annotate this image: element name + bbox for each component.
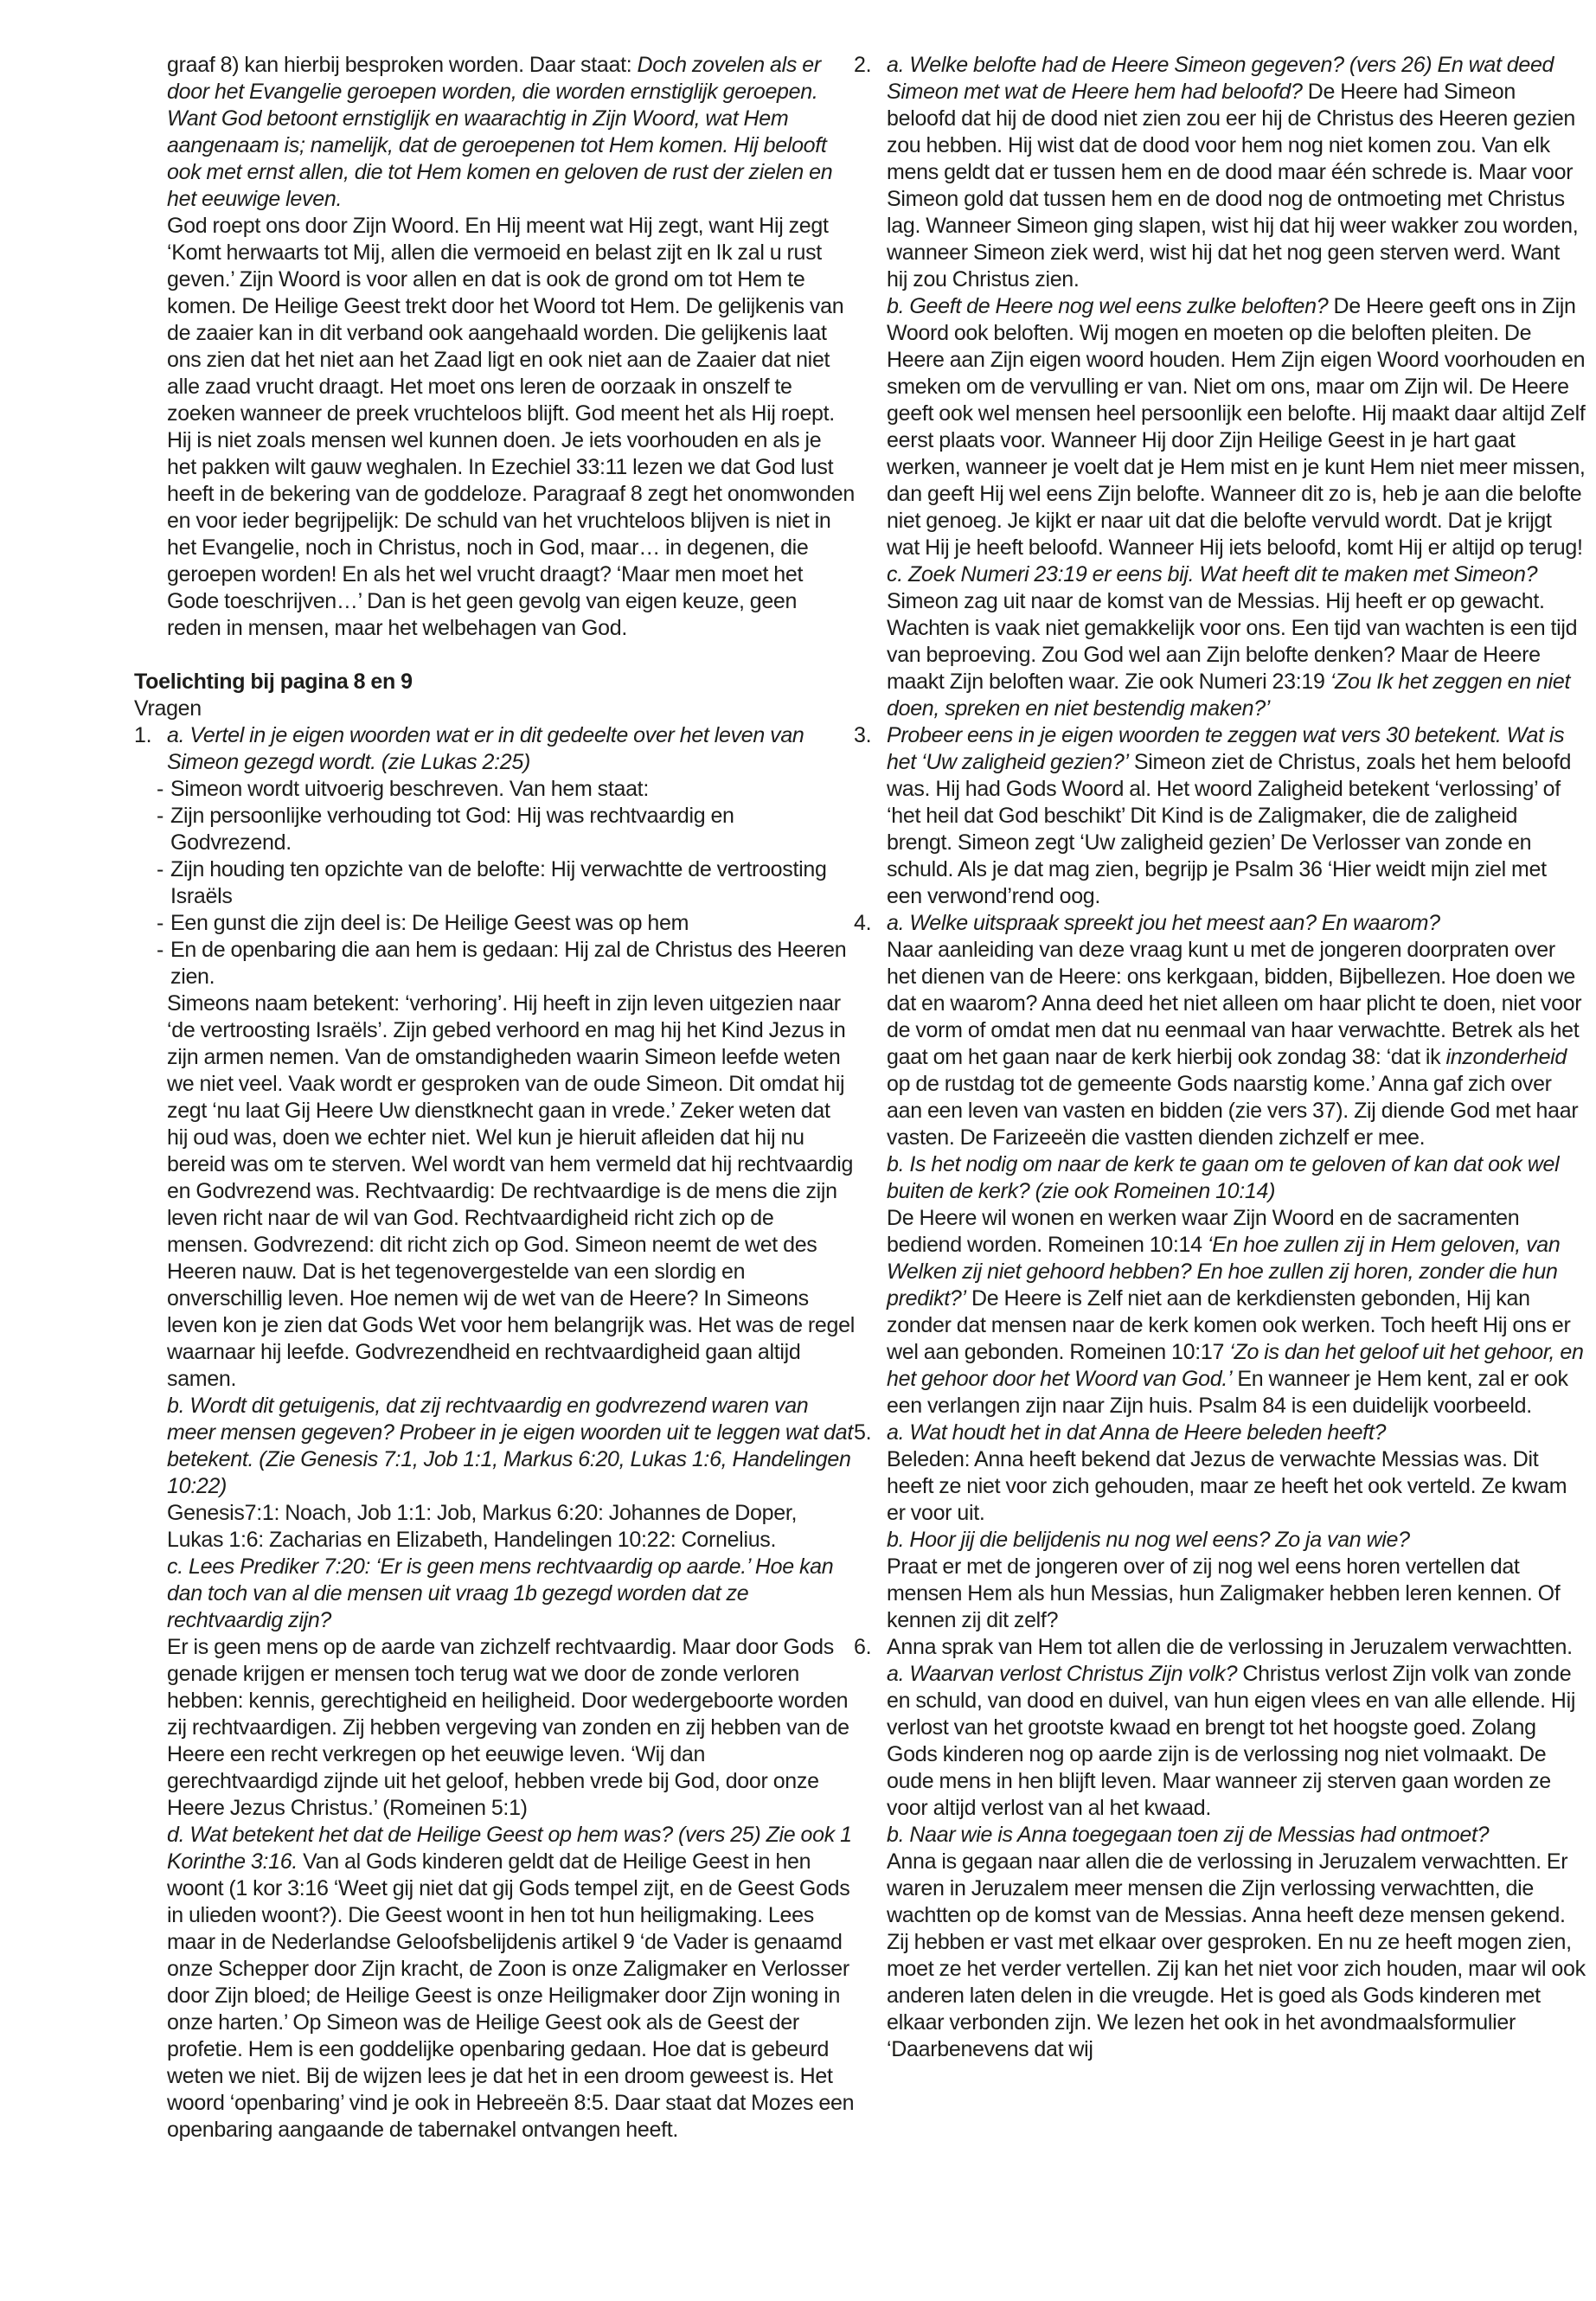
body-text: De Heere had Simeon beloofd dat hij de dood niet zien zou eer hij de Christus des Heeren gezien zou hebben. Hij wist dat de dood voor hem nog niet komen zou. Van elk mens geldt dat er tussen hem en de dood maar één schrede is. Maar voor Simeon gold dat tussen hem en de dood nog de ontmoeting met Christus lag. Wanneer Simeon ging slapen, wist hij dat hij weer wakker zou worden, wanneer Simeon ziek werd, wist hij dat het nog geen sterven werd. Want hij zou Christus zien. bbox=[887, 80, 1579, 292]
paragraph bbox=[887, 1634, 1586, 1661]
paragraph bbox=[887, 1849, 1586, 2063]
item-content bbox=[887, 52, 1586, 722]
body-text: Christus verlost Zijn volk van zonde en schuld, van dood en duivel, van hun eigen vlees en van alle ellende. Hij verlost van het grootste kwaad en brengt tot het hoogste goed. Zolang Gods kinderen nog op aarde zijn is de verlossing nog niet volmaakt. De oude mens in hen blijft leven. Maar wanneer zij sterven gaan worden ze voor altijd verlost van al het kwaad. bbox=[887, 1662, 1576, 1820]
body-text: En wanneer je Hem kent, zal er ook een verlangen zijn naar Zijn huis. Psalm 84 is een duidelijk voorbeeld. bbox=[887, 1367, 1568, 1418]
paragraph bbox=[887, 1151, 1586, 1205]
body-text: Praat er met de jongeren over of zij nog wel eens horen vertellen dat mensen Hem als hun Messias, hun Zaligmaker hebben leren kennen. Of kennen zij dit zelf? bbox=[887, 1554, 1561, 1632]
item-content bbox=[887, 910, 1586, 1420]
bullet-item bbox=[157, 910, 855, 937]
bullet-item bbox=[157, 937, 855, 990]
bullet-text: Zijn houding ten opzichte van de belofte: Hij verwachtte de vertroosting Israëls bbox=[170, 857, 827, 908]
body-text: Genesis7:1: Noach, Job 1:1: Job, Markus 6:20: Johannes de Doper, Lukas 1:6: Zacharias en Elizabeth, Handelingen 10:22: Cornelius. bbox=[167, 1501, 798, 1552]
italic-text: a. Welke uitspraak spreekt jou het meest aan? En waarom? bbox=[887, 911, 1440, 935]
item-number: 5. bbox=[854, 1420, 872, 1445]
paragraph bbox=[167, 1634, 855, 1822]
body-text: Simeon ziet de Christus, zoals het hem beloofd was. Hij had Gods Woord al. Het woord Zaligheid betekent ‘verlossing’ of ‘het heil dat God beschikt’ Dit Kind is de Zaligmaker, die de zaligheid brengt. Simeon zegt ‘Uw zaligheid gezien’ De Verlosser van zonde en schuld. Als je dat mag zien, begrijp je Psalm 36 ‘Hier weidt mijn ziel met een verwond’rend oog. bbox=[887, 750, 1572, 908]
paragraph bbox=[887, 561, 1586, 722]
body-text: Anna is gegaan naar allen die de verlossing in Jeruzalem verwachtten. Er waren in Jeruzalem meer mensen die Zijn verlossing verwachtten, die wachtten op de komst van de Messias. Anna heeft deze mensen gekend. Zij hebben er vast met elkaar over gesproken. En nu ze heeft mogen zien, moet ze het verder vertellen. Zij kan het niet voor zich houden, maar wil ook anderen laten delen in die vreugde. Het is goed als Gods kinderen met elkaar verbonden zijn. We lezen het ook in het avondmaalsformulier ‘Daarbenevens dat wij bbox=[887, 1849, 1586, 2061]
paragraph bbox=[167, 1393, 855, 1500]
section-heading: Toelichting bij pagina 8 en 9 bbox=[134, 670, 413, 694]
paragraph bbox=[887, 910, 1586, 937]
item-content bbox=[887, 1420, 1586, 1634]
paragraph bbox=[167, 722, 855, 776]
italic-text: b. Is het nodig om naar de kerk te gaan om te geloven of kan dat ook wel buiten de kerk? (zie ook Romeinen 10:14) bbox=[887, 1152, 1560, 1203]
question-item-6 bbox=[854, 1634, 1586, 2063]
body-text: Er is geen mens op de aarde van zichzelf rechtvaardig. Maar door Gods genade krijgen er mensen toch terug wat we door de zonde verloren hebben: kennis, gerechtigheid en heiligheid. Door wedergeboorte worden zij rechtvaardigen. Zij hebben vergeving van zonden en zij hebben van de Heere een recht verkregen op het eeuwige leven. ‘Wij dan gerechtvaardigd zijnde uit het geloof, hebben vrede bij God, door onze Heere Jezus Christus.’ (Romeinen 5:1) bbox=[167, 1635, 849, 1820]
item-number: 4. bbox=[854, 911, 872, 935]
italic-text: inzonderheid bbox=[1445, 1045, 1567, 1069]
bullet-dash-icon: - bbox=[157, 911, 164, 935]
bullet-dash-icon: - bbox=[157, 938, 164, 962]
item-number: 6. bbox=[854, 1635, 872, 1659]
question-item-4 bbox=[854, 910, 1586, 1420]
italic-text: a. Waarvan verlost Christus Zijn volk? bbox=[887, 1662, 1238, 1686]
paragraph bbox=[887, 937, 1586, 1151]
paragraph bbox=[887, 1205, 1586, 1420]
bullet-dash-icon: - bbox=[157, 777, 164, 801]
item-number: 3. bbox=[854, 723, 872, 747]
item-content bbox=[887, 722, 1586, 910]
paragraph bbox=[167, 1500, 855, 1554]
italic-text: Doch zovelen als er door het Evangelie geroepen worden, die worden ernstiglijk geroepen. Want God betoont ernstiglijk en waarachtig in Zijn Woord, wat Hem aangenaam is; namelijk, dat de geroepenen tot Hem komen. Hij belooft ook met ernst allen, die tot Hem komen en geloven de rust der zielen en het eeuwige leven. bbox=[167, 53, 833, 211]
body-text: De Heere wil wonen en werken waar Zijn Woord en de sacramenten bediend worden. Romeinen 10:14 bbox=[887, 1206, 1520, 1257]
italic-text: ‘Zo is dan het geloof uit het gehoor, en het gehoor door het Woord van God.’ bbox=[887, 1340, 1584, 1391]
question-item-3 bbox=[854, 722, 1586, 910]
bullet-text: En de openbaring die aan hem is gedaan: Hij zal de Christus des Heeren zien. bbox=[170, 938, 847, 989]
paragraph bbox=[167, 1822, 855, 2144]
bullet-text: Zijn persoonlijke verhouding tot God: Hij was rechtvaardig en Godvrezend. bbox=[170, 804, 734, 855]
right-column bbox=[854, 52, 1586, 2063]
italic-text: b. Wordt dit getuigenis, dat zij rechtvaardig en godvrezend waren van meer mensen gegeven? Probeer in je eigen woorden uit te leggen wat dat betekent. (Zie Genesis 7:1, Job 1:1, Markus 6:20, Lukas 1:6, Handelingen 10:22) bbox=[167, 1394, 853, 1498]
italic-text: b. Geeft de Heere nog wel eens zulke beloften? bbox=[887, 294, 1329, 318]
bullet-item bbox=[157, 856, 855, 910]
paragraph bbox=[167, 990, 855, 1393]
paragraph bbox=[887, 52, 1586, 293]
question-item-5 bbox=[854, 1420, 1586, 1634]
paragraph bbox=[134, 52, 855, 213]
bullet-list bbox=[157, 776, 855, 990]
bullet-text: Simeon wordt uitvoerig beschreven. Van hem staat: bbox=[170, 777, 649, 801]
paragraph bbox=[134, 695, 855, 722]
bullet-dash-icon: - bbox=[157, 857, 164, 881]
body-text: Vragen bbox=[134, 696, 202, 721]
italic-text: Probeer eens in je eigen woorden te zeggen wat vers 30 betekent. Wat is het ‘Uw zaligheid gezien?’ bbox=[887, 723, 1565, 774]
body-text: De Heere is Zelf niet aan de kerkdiensten gebonden, Hij kan zonder dat mensen naar de kerk komen ook werken. Toch heeft Hij ons er wel aan gebonden. Romeinen 10:17 bbox=[887, 1286, 1571, 1364]
paragraph bbox=[887, 1822, 1586, 1849]
body-text: De Heere geeft ons in Zijn Woord ook beloften. Wij mogen en moeten op die beloften pleiten. De Heere aan Zijn eigen woord houden. Hem Zijn eigen Woord voorhouden en smeken om de vervulling er van. Niet om ons, maar om Zijn wil. De Heere geeft ook wel mensen heel persoonlijk een belofte. Hij maakt daar altijd Zelf eerst plaats voor. Wanneer Hij door Zijn Heilige Geest in je hart gaat werken, wanneer je voelt dat je Hem mist en je kunt Hem niet meer missen, dan geeft Hij wel eens Zijn belofte. Wanneer dit zo is, heb je aan die belofte niet genoeg. Je kijkt er naar uit dat die belofte vervuld wordt. Dat je krijgt wat Hij je heeft beloofd. Wanneer Hij iets beloofd, komt Hij er altijd op terug! bbox=[887, 294, 1586, 560]
italic-text: ‘En hoe zullen zij in Hem geloven, van Welken zij niet gehoord hebben? En hoe zullen zij horen, zonder die hun predikt?’ bbox=[887, 1233, 1561, 1311]
body-text: graaf 8) kan hierbij besproken worden. Daar staat: bbox=[167, 53, 638, 77]
italic-text: c. Zoek Numeri 23:19 er eens bij. Wat heeft dit te maken met Simeon? bbox=[887, 562, 1538, 586]
body-text: Simeon zag uit naar de komst van de Messias. Hij heeft er op gewacht. Wachten is vaak niet gemakkelijk voor ons. Een tijd van wachten is een tijd van beproeving. Zou God wel aan Zijn belofte denken? Maar de Heere maakt Zijn beloften waar. Zie ook Numeri 23:19 bbox=[887, 589, 1578, 694]
body-text: Simeons naam betekent: ‘verhoring’. Hij heeft in zijn leven uitgezien naar ‘de vertroosting Israëls’. Zijn gebed verhoord en mag hij het Kind Jezus in zijn armen nemen. Van de omstandigheden waarin Simeon leefde weten we niet veel. Vaak wordt er gesproken van de oude Simeon. Dit omdat hij zegt ‘nu laat Gij Heere Uw dienstknecht gaan in vrede.’ Zeker weten dat hij oud was, doen we echter niet. Wel kun je hieruit afleiden dat hij nu bereid was om te sterven. Wel wordt van hem vermeld dat hij rechtvaardig en Godvrezend was. Rechtvaardig: De rechtvaardige is de mens die zijn leven richt naar de wil van God. Rechtvaardigheid richt zich op de mensen. Godvrezend: dit richt zich op God. Simeon neemt de wet des Heeren nauw. Dat is het tegenovergestelde van een slordig en onverschillig leven. Hoe nemen wij de wet van de Heere? In Simeons leven kon je zien dat Gods Wet voor hem belangrijk was. Het was de regel waarnaar hij leefde. Godvrezendheid en rechtvaardigheid gaan altijd samen. bbox=[167, 991, 855, 1391]
italic-text: a. Welke belofte had de Heere Simeon gegeven? (vers 26) En wat deed Simeon met wat de Heere hem had beloofd? bbox=[887, 53, 1554, 104]
paragraph bbox=[134, 213, 855, 642]
left-column bbox=[134, 52, 855, 2144]
bullet-item bbox=[157, 803, 855, 856]
italic-text: a. Vertel in je eigen woorden wat er in dit gedeelte over het leven van Simeon gezegd wordt. (zie Lukas 2:25) bbox=[167, 723, 804, 774]
italic-text: b. Hoor jij die belijdenis nu nog wel eens? Zo ja van wie? bbox=[887, 1528, 1410, 1552]
body-text: Anna sprak van Hem tot allen die de verlossing in Jeruzalem verwachtten. bbox=[887, 1635, 1573, 1659]
bullet-dash-icon: - bbox=[157, 804, 164, 828]
italic-text: d. Wat betekent het dat de Heilige Geest op hem was? (vers 25) Zie ook 1 Korinthe 3:16. bbox=[167, 1823, 852, 1874]
paragraph bbox=[167, 1554, 855, 1634]
body-text: God roept ons door Zijn Woord. En Hij meent wat Hij zegt, want Hij zegt ‘Komt herwaarts tot Mij, allen die vermoeid en belast zijt en Ik zal u rust geven.’ Zijn Woord is voor allen en dat is ook de grond om tot Hem te komen. De Heilige Geest trekt door het Woord tot Hem. De gelijkenis van de zaaier kan in dit verband ook aangehaald worden. Die gelijkenis laat ons zien dat het niet aan het Zaad ligt en ook niet aan de Zaaier dat niet alle zaad vrucht draagt. Het moet ons leren de oorzaak in onszelf te zoeken wanneer de preek vruchteloos blijft. God meent het als Hij roept. Hij is niet zoals mensen wel kunnen doen. Je iets voorhouden en als je het pakken wilt gauw weghalen. In Ezechiel 33:11 lezen we dat God lust heeft in de bekering van de goddeloze. Paragraaf 8 zegt het onomwonden en voor ieder begrijpelijk: De schuld van het vruchteloos blijven is niet in het Evangelie, noch in Christus, noch in God, maar… in degenen, die geroepen worden! En als het wel vrucht draagt? ‘Maar men moet het Gode toeschrijven…’ Dan is het geen gevolg van eigen keuze, geen reden in mensen, maar het welbehagen van God. bbox=[167, 214, 855, 640]
item-number: 1. bbox=[134, 723, 152, 747]
item-number: 2. bbox=[854, 53, 872, 77]
paragraph bbox=[887, 1527, 1586, 1554]
item-content bbox=[887, 1634, 1586, 2063]
question-item-2 bbox=[854, 52, 1586, 722]
italic-text: ‘Zou Ik het zeggen en niet doen, spreken en niet bestendig maken?’ bbox=[887, 670, 1571, 721]
italic-text: c. Lees Prediker 7:20: ‘Er is geen mens rechtvaardig op aarde.’ Hoe kan dan toch van al die mensen uit vraag 1b gezegd worden dat ze rechtvaardig zijn? bbox=[167, 1554, 834, 1632]
bullet-item bbox=[157, 776, 855, 803]
body-text: op de rustdag tot de gemeente Gods naarstig kome.’ Anna gaf zich over aan een leven van vasten en bidden (zie vers 37). Zij diende God met haar vasten. De Farizeeën die vastten dienden zichzelf er mee. bbox=[887, 1072, 1579, 1150]
body-text: Van al Gods kinderen geldt dat de Heilige Geest in hen woont (1 kor 3:16 ‘Weet gij niet dat gij Gods tempel zijt, en de Geest Gods in ulieden woont?). Die Geest woont in hen tot hun heiligmaking. Lees maar in de Nederlandse Geloofsbelijdenis artikel 9 ‘de Vader is genaamd onze Schepper door Zijn kracht, de Zoon is onze Zaligmaker en Verlosser door Zijn bloed; de Heilige Geest is onze Heiligmaker door Zijn woning in onze harten.’ Op Simeon was de Heilige Geest ook als de Geest der profetie. Hem is een goddelijke openbaring gedaan. Hoe dat is gebeurd weten we niet. Bij de wijzen lees je dat het in een droom geweest is. Het woord ‘openbaring’ vind je ook in Hebreeën 8:5. Daar staat dat Mozes een openbaring aangaande de tabernakel ontvangen heeft. bbox=[167, 1849, 855, 2142]
item-content bbox=[157, 722, 855, 2144]
paragraph bbox=[887, 293, 1586, 561]
question-item-1 bbox=[134, 722, 855, 2144]
italic-text: b. Naar wie is Anna toegegaan toen zij de Messias had ontmoet? bbox=[887, 1823, 1490, 1847]
italic-text: a. Wat houdt het in dat Anna de Heere beleden heeft? bbox=[887, 1420, 1387, 1445]
paragraph bbox=[887, 722, 1586, 910]
paragraph bbox=[887, 1661, 1586, 1822]
paragraph bbox=[887, 1554, 1586, 1634]
bullet-text: Een gunst die zijn deel is: De Heilige Geest was op hem bbox=[170, 911, 689, 935]
paragraph bbox=[887, 1420, 1586, 1446]
body-text: Naar aanleiding van deze vraag kunt u met de jongeren doorpraten over het dienen van de Heere: ons kerkgaan, bidden, Bijbellezen. Hoe doen we dat en waarom? Anna deed het niet alleen om haar plicht te doen, niet voor de vorm of omdat men dat nu eenmaal van haar verwachtte. Betrek als het gaat om het gaan naar de kerk hierbij ook zondag 38: ‘dat ik bbox=[887, 938, 1582, 1069]
body-text: Beleden: Anna heeft bekend dat Jezus de verwachte Messias was. Dit heeft ze niet voor zich gehouden, maar ze heeft het ook verteld. Ze kwam er voor uit. bbox=[887, 1447, 1567, 1525]
paragraph bbox=[887, 1446, 1586, 1527]
